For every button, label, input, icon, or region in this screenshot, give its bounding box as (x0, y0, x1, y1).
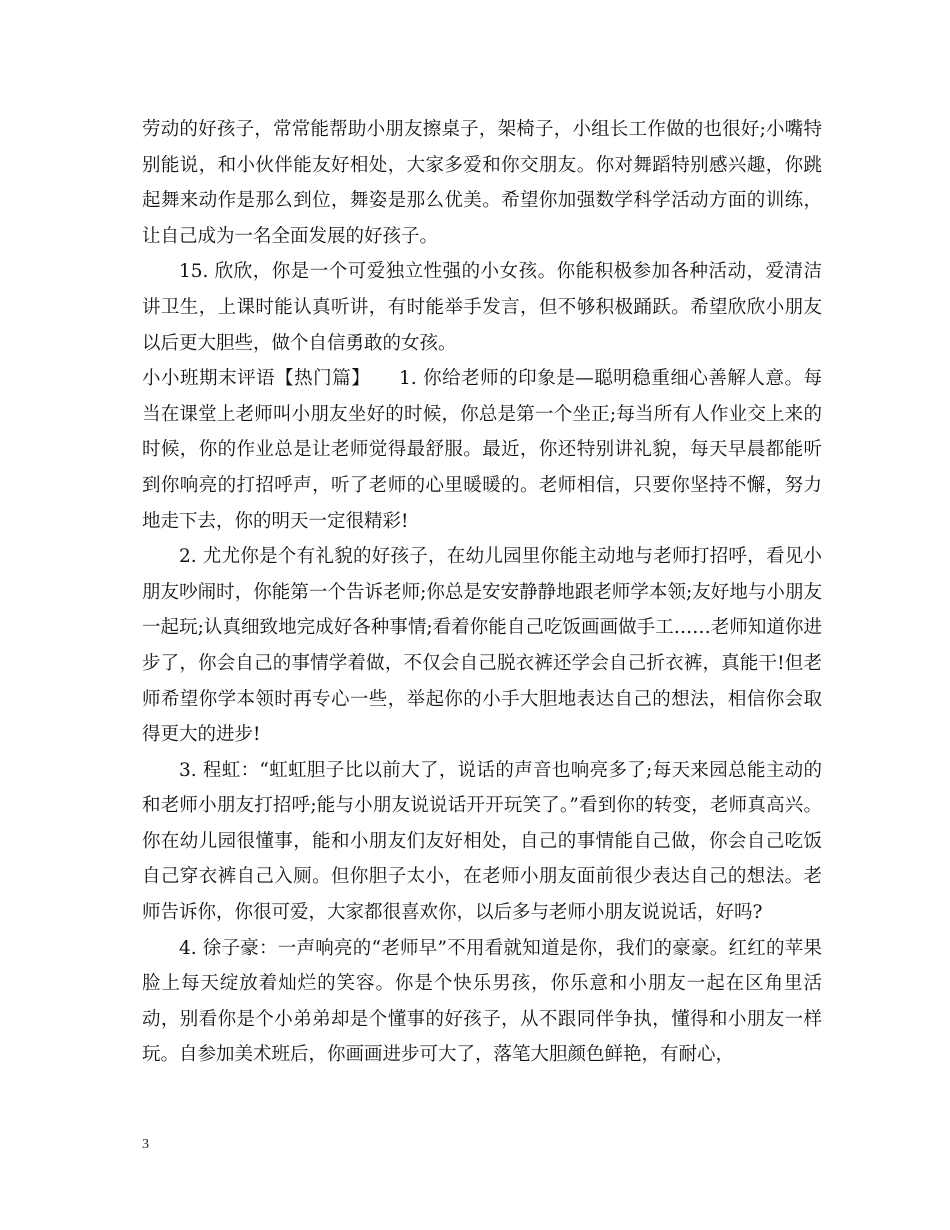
paragraph-item-4: 4. 徐子豪：一声响亮的“老师早”不用看就知道是你，我们的豪豪。红红的苹果脸上每天绽放着灿烂的笑容。你是个快乐男孩，你乐意和小朋友一起在区角里活动，别看你是个小弟弟却是个懂事的好孩子，从不跟同伴争执，懂得和小朋友一样玩。自参加美术班后，你画画进步可大了，落笔大胆颜色鲜艳，有耐心， (142, 937, 822, 1066)
paragraph-item-15: 15. 欣欣，你是一个可爱独立性强的小女孩。你能积极参加各种活动，爱清洁讲卫生，上课时能认真听讲，有时能举手发言，但不够积极踊跃。希望欣欣小朋友以后更大胆些，做个自信勇敢的女孩。 (142, 261, 822, 354)
paragraph-item-2: 2. 尤尤你是个有礼貌的好孩子，在幼儿园里你能主动地与老师打招呼，看见小朋友吵闹时，你能第一个告诉老师;你总是安安静静地跟老师学本领;友好地与小朋友一起玩;认真细致地完成好各种事情;看着你能自己吃饭画画做手工……老师知道你进步了，你会自己的事情学着做，不仅会自己脱衣裤还学会自己折衣裤，真能干!但老师希望你学本领时再专心一些，举起你的小手大胆地表达自己的想法，相信你会取得更大的进步! (142, 546, 822, 746)
paragraph-continued: 劳动的好孩子，常常能帮助小朋友擦桌子，架椅子，小组长工作做的也很好;小嘴特别能说，和小伙伴能友好相处，大家多爱和你交朋友。你对舞蹈特别感兴趣，你跳起舞来动作是那么到位，舞姿是那么优美。希望你加强数学科学活动方面的训练，让自己成为一名全面发展的好孩子。 (142, 119, 822, 247)
document-body (142, 112, 822, 1073)
paragraph-section-heading-item-1: 小小班期末评语【热门篇】 1. 你给老师的印象是—聪明稳重细心善解人意。每当在课堂上老师叫小朋友坐好的时候，你总是第一个坐正;每当所有人作业交上来的时候，你的作业总是让老师觉得最舒服。最近，你还特别讲礼貌，每天早晨都能听到你响亮的打招呼声，听了老师的心里暖暖的。老师相信，只要你坚持不懈，努力地走下去，你的明天一定很精彩! (142, 368, 822, 532)
paragraph-item-3: 3. 程虹：“虹虹胆子比以前大了，说话的声音也响亮多了;每天来园总能主动的和老师小朋友打招呼;能与小朋友说说话开开玩笑了。”看到你的转变，老师真高兴。你在幼儿园很懂事，能和小朋友们友好相处，自己的事情能自己做，你会自己吃饭自己穿衣裤自己入厕。但你胆子太小，在老师小朋友面前很少表达自己的想法。老师告诉你，你很可爱，大家都很喜欢你，以后多与老师小朋友说说话，好吗? (142, 759, 822, 924)
page-number: 3 (142, 1137, 149, 1152)
